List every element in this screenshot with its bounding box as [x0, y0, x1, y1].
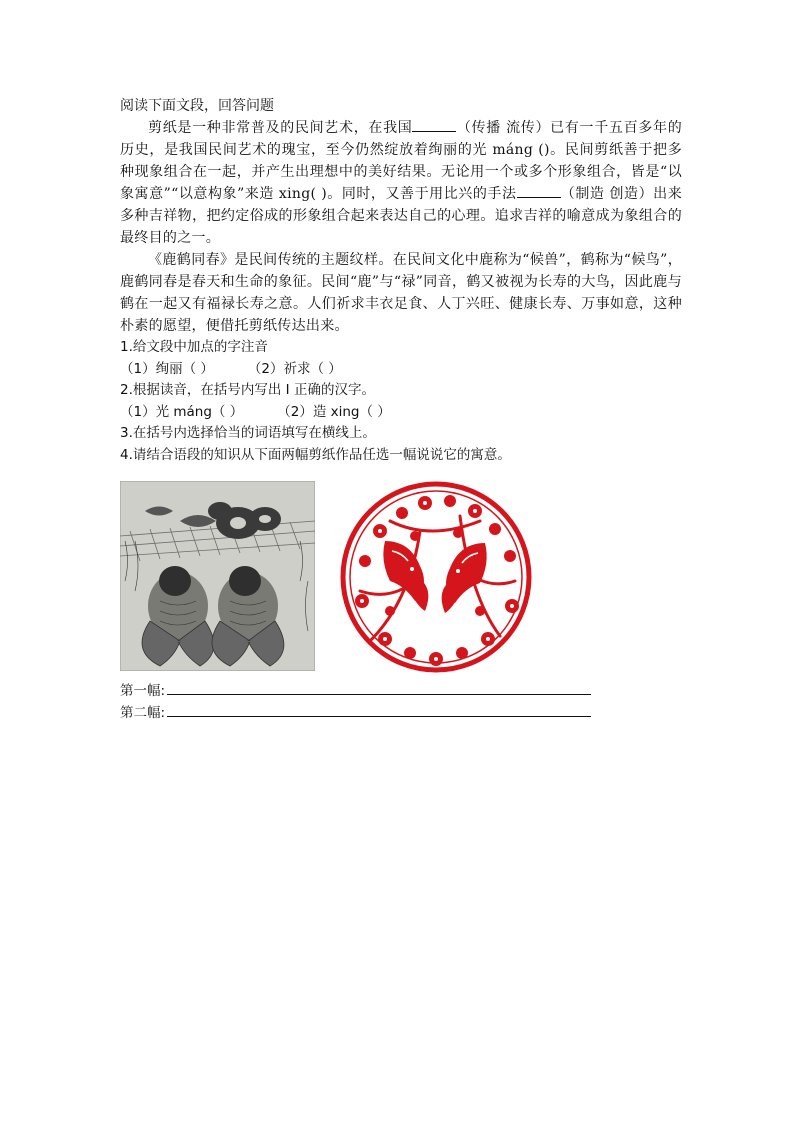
question-1-item-b[interactable]: （2）祈求（ ）	[247, 360, 342, 377]
answer-line-first	[120, 680, 591, 700]
question-2-items	[120, 402, 682, 424]
question-2-item-b[interactable]: （2）造 xing（ ）	[277, 403, 391, 420]
fill-blank-1[interactable]	[412, 117, 456, 132]
question-1-item-a[interactable]: （1）绚丽（ ）	[120, 360, 214, 377]
passage-paragraph-1	[120, 117, 682, 249]
question-2-item-a[interactable]: （1）光 máng（ ）	[120, 403, 244, 420]
question-1-items	[120, 359, 682, 381]
question-3: 3.在括号内选择恰当的词语填写在横线上。	[120, 425, 376, 441]
answer-line-second	[120, 702, 591, 722]
answer-input-second[interactable]	[167, 702, 591, 717]
papercut-figures	[120, 481, 540, 673]
passage-text: （传播 流传）已有一千五百多年的历史，是我国民间艺术的瑰宝，至今仍然绽放着绚丽的光 máng ()。民间剪纸善于把多种现象组合在一起，并产生出理想中的美好结果。无论用一个或多个形象组合，皆是“以象寓意”“以意构象”来造 xing( )。同时，又善于用比兴的手法	[120, 120, 682, 202]
goldfish-papercut-image	[120, 481, 315, 671]
magpies-papercut-image	[330, 481, 542, 673]
question-1: 1.给文段中加点的字注音	[120, 339, 268, 355]
answer-input-first[interactable]	[167, 680, 591, 695]
question-block	[120, 95, 682, 466]
answer-label-second: 第二幅:	[120, 705, 166, 721]
passage-text: （制造 创造）出来多种吉祥物，把约定俗成的形象组合起来表达自己的心理。追求吉祥的喻意成为象组合的最终目的之一。	[120, 186, 683, 246]
instruction-heading: 阅读下面文段，回答问题	[120, 98, 274, 114]
question-4: 4.请结合语段的知识从下面两幅剪纸作品任选一幅说说它的寓意。	[120, 446, 511, 463]
passage-text: 剪纸是一种非常普及的民间艺术，在我国	[148, 120, 413, 136]
answer-label-first: 第一幅:	[120, 683, 166, 699]
fill-blank-2[interactable]	[517, 183, 561, 198]
passage-paragraph-2: 《鹿鹤同春》是民间传统的主题纹样。在民间文化中鹿称为“候兽”，鹤称为“候鸟”，鹿鹤同春是春天和生命的象征。民间“鹿”与“禄”同音，鹤又被视为长寿的大鸟，因此鹿与鹤在一起又有福禄长寿之意。人们祈求丰衣足食、人丁兴旺、健康长寿、万事如意，这种朴素的愿望，便借托剪纸传达出来。	[120, 252, 682, 334]
question-2: 2.根据读音，在括号内写出 I 正确的汉字。	[120, 382, 375, 398]
